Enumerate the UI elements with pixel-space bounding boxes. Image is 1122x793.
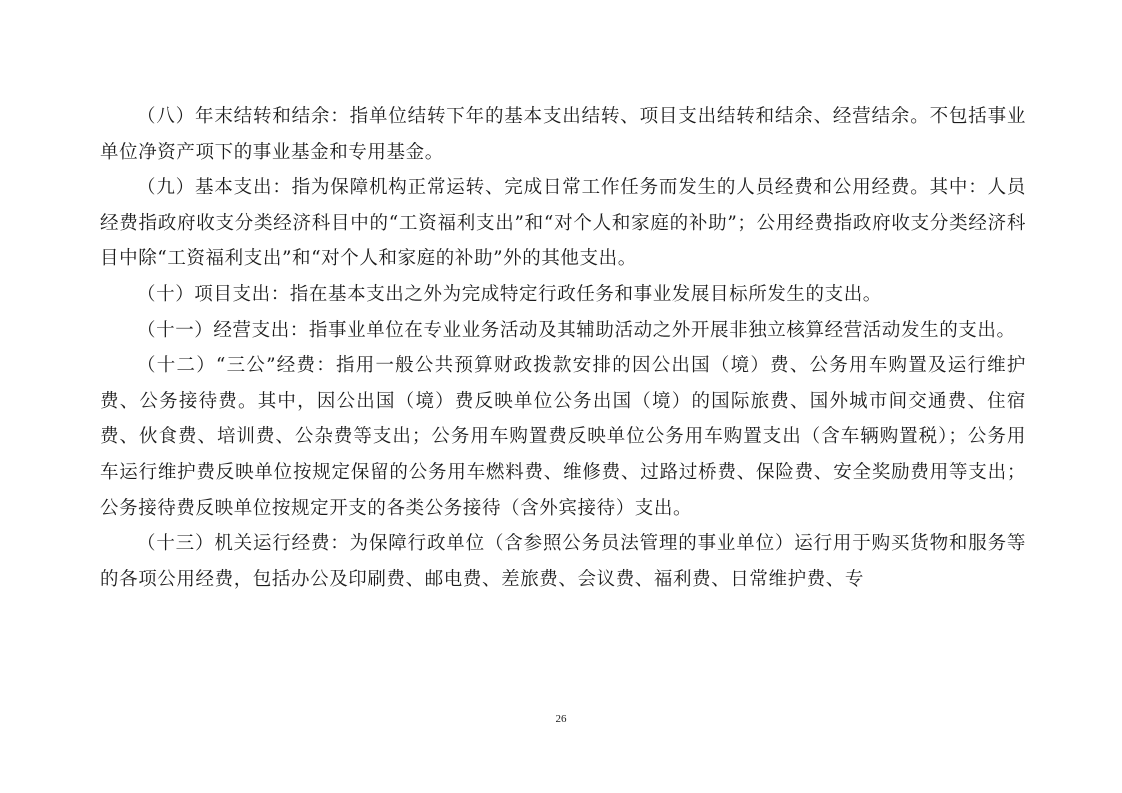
paragraph-three-public-expenses: （十二）“三公”经费：指用一般公共预算财政拨款安排的因公出国（境）费、公务用车购置及运行维护费、公务接待费。其中，因公出国（境）费反映单位公务出国（境）的国际旅费、国外城市间交通费、住宿费、伙食费、培训费、公杂费等支出；公务用车购置费反映单位公务用车购置支出（含车辆购置税）；公务用车运行维护费反映单位按规定保留的公务用车燃料费、维修费、过路过桥费、保险费、安全奖励费用等支出；公务接待费反映单位按规定开支的各类公务接待（含外宾接待）支出。 [100,355,1026,519]
paragraph-operating-expenditure: （十一）经营支出：指事业单位在专业业务活动及其辅助活动之外开展非独立核算经营活动发生的支出。 [137,319,1016,341]
paragraph-year-end-carryover: （八）年末结转和结余：指单位结转下年的基本支出结转、项目支出结转和结余、经营结余。不包括事业单位净资产项下的事业基金和专用基金。 [100,106,1026,163]
paragraph-agency-operating-funds: （十三）机关运行经费：为保障行政单位（含参照公务员法管理的事业单位）运行用于购买货物和服务等的各项公用经费，包括办公及印刷费、邮电费、差旅费、会议费、福利费、日常维护费、专 [100,533,1026,590]
document-body [100,99,1026,597]
page-number: 26 [555,713,567,725]
paragraph-basic-expenditure: （九）基本支出：指为保障机构正常运转、完成日常工作任务而发生的人员经费和公用经费。其中：人员经费指政府收支分类经济科目中的“工资福利支出”和“对个人和家庭的补助”；公用经费指政府收支分类经济科目中除“工资福利支出”和“对个人和家庭的补助”外的其他支出。 [100,177,1026,270]
paragraph-project-expenditure: （十）项目支出：指在基本支出之外为完成特定行政任务和事业发展目标所发生的支出。 [137,283,882,305]
